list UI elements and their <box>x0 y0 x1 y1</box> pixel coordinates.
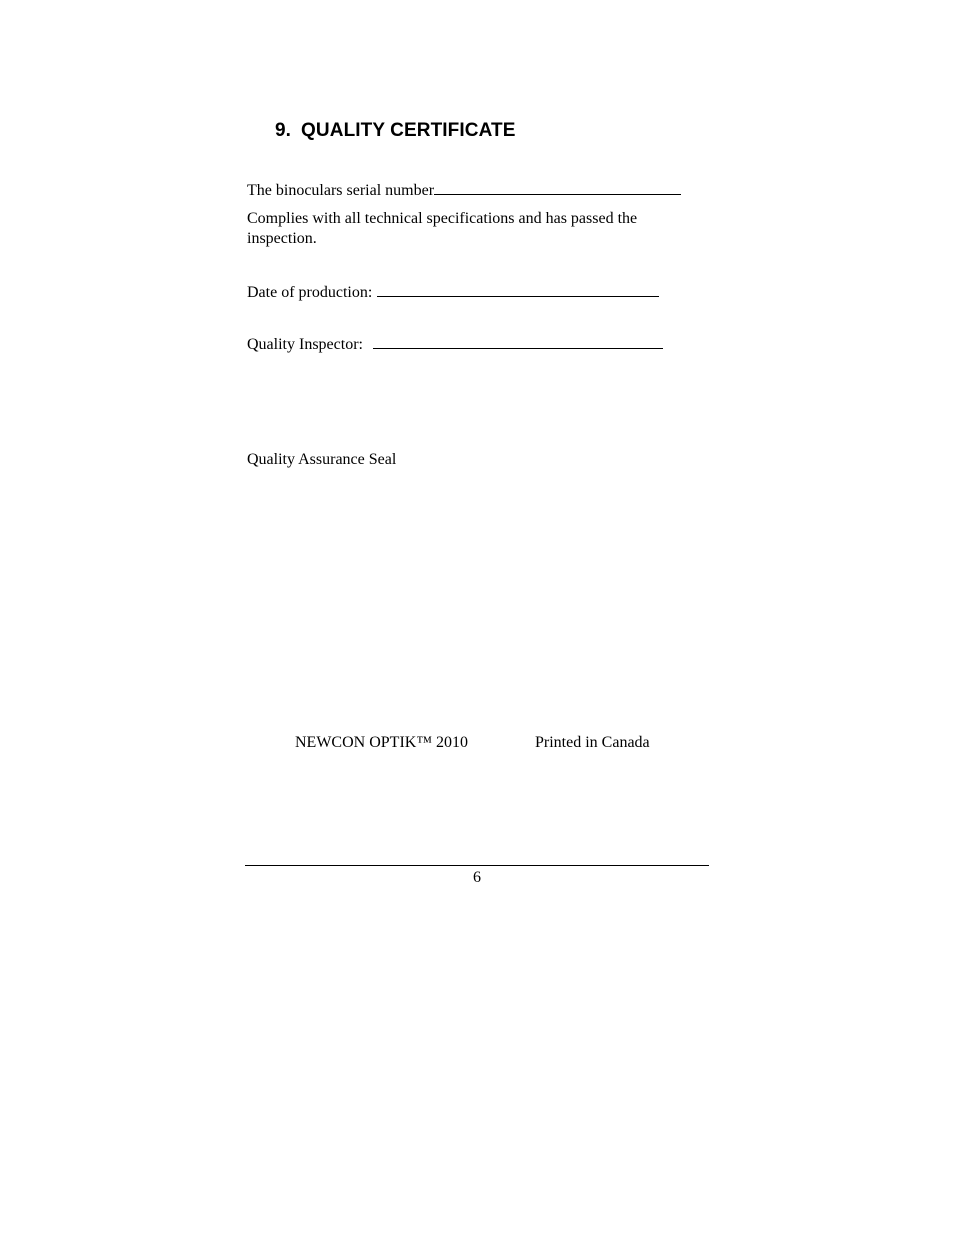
section-title: QUALITY CERTIFICATE <box>301 120 516 141</box>
serial-number-label: The binoculars serial number <box>247 182 435 199</box>
quality-inspector-label: Quality Inspector: <box>247 336 363 353</box>
compliance-statement: Complies with all technical specifications and has passed the inspection. <box>247 210 638 247</box>
section-heading <box>275 120 515 142</box>
serial-number-row <box>247 180 681 201</box>
printed-in-text: Printed in Canada <box>535 734 650 751</box>
serial-number-blank <box>434 180 681 195</box>
date-of-production-row <box>247 282 659 303</box>
quality-assurance-seal-label: Quality Assurance Seal <box>247 451 397 468</box>
page-number: 6 <box>473 869 481 886</box>
date-of-production-blank <box>377 282 659 297</box>
quality-inspector-row <box>247 334 663 355</box>
date-of-production-label: Date of production: <box>247 284 373 301</box>
quality-inspector-blank <box>373 334 663 349</box>
brand-year-text: NEWCON OPTIK™ 2010 <box>295 734 468 751</box>
footer-divider <box>245 865 709 866</box>
section-number: 9. <box>275 120 292 141</box>
